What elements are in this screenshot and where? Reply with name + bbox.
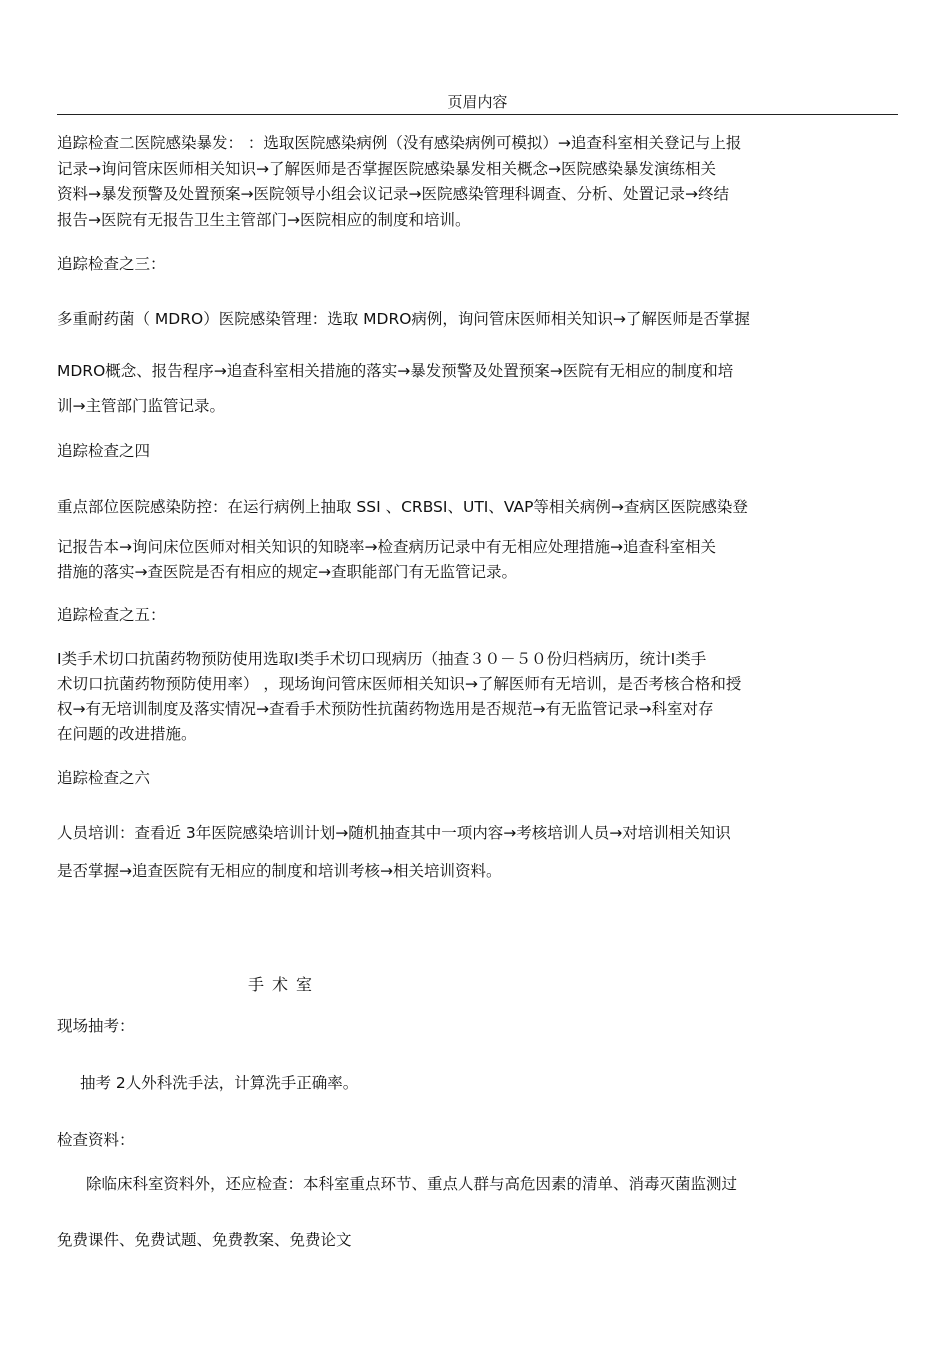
onsite-exam-text: 抽考 2人外科洗手法，计算洗手正确率。 [80, 1074, 359, 1092]
text-line-keysite-2: 记报告本→询问床位医师对相关知识的知晓率→检查病历记录中有无相应处理措施→追查科室相关 [57, 538, 716, 556]
text-line-mdro-3: 训→主管部门监管记录。 [57, 397, 225, 415]
text-line-outbreak-3: 资料→暴发预警及处置预案→医院领导小组会议记录→医院感染管理科调查、分析、处置记录→终结 [57, 185, 729, 203]
text-line-antibiotic-2: 术切口抗菌药物预防使用率） ，现场询问管床医师相关知识→了解医师有无培训，是否考核合格和授 [57, 675, 742, 693]
section-heading-3: 追踪检查之三： [57, 255, 166, 273]
text-line-training-2: 是否掌握→追查医院有无相应的制度和培训考核→相关培训资料。 [57, 862, 502, 880]
text-line-antibiotic-4: 在问题的改进措施。 [57, 725, 197, 743]
check-materials-text: 除临床科室资料外，还应检查：本科室重点环节、重点人群与高危因素的清单、消毒灭菌监测过 [86, 1175, 738, 1193]
text-line-outbreak-1: 追踪检查二医院感染暴发： ：选取医院感染病例（没有感染病例可模拟）→追查科室相关登记与上报 [57, 134, 742, 152]
text-line-antibiotic-3: 权→有无培训制度及落实情况→查看手术预防性抗菌药物选用是否规范→有无监管记录→科室对存 [57, 700, 714, 718]
section-heading-4: 追踪检查之四 [57, 442, 151, 460]
operating-room-title: 手术室 [248, 975, 321, 994]
page-header: 页眉内容 [447, 93, 508, 111]
onsite-exam-label: 现场抽考： [57, 1017, 135, 1035]
header-divider [57, 114, 898, 115]
footer-free-resources: 免费课件、免费试题、免费教案、免费论文 [57, 1231, 352, 1249]
check-materials-label: 检查资料： [57, 1131, 135, 1149]
text-line-keysite-1: 重点部位医院感染防控：在运行病例上抽取 SSI 、CRBSI、UTI、VAP等相关病例→查病区医院感染登 [57, 498, 748, 516]
text-line-antibiotic-1: Ⅰ类手术切口抗菌药物预防使用选取Ⅰ类手术切口现病历（抽查３０－５０份归档病历，统计Ⅰ类手 [57, 650, 707, 668]
text-line-mdro-2: MDRO概念、报告程序→追查科室相关措施的落实→暴发预警及处置预案→医院有无相应的制度和培 [57, 362, 734, 380]
text-line-outbreak-4: 报告→医院有无报告卫生主管部门→医院相应的制度和培训。 [57, 211, 471, 229]
text-line-mdro-1: 多重耐药菌（ MDRO）医院感染管理：选取 MDRO病例，询问管床医师相关知识→了解医师是否掌握 [57, 310, 750, 328]
text-line-outbreak-2: 记录→询问管床医师相关知识→了解医师是否掌握医院感染暴发相关概念→医院感染暴发演练相关 [57, 160, 716, 178]
text-line-training-1: 人员培训：查看近 3年医院感染培训计划→随机抽查其中一项内容→考核培训人员→对培训相关知识 [57, 824, 731, 842]
section-heading-5: 追踪检查之五： [57, 606, 166, 624]
section-heading-6: 追踪检查之六 [57, 769, 151, 787]
text-line-keysite-3: 措施的落实→查医院是否有相应的规定→查职能部门有无监管记录。 [57, 563, 517, 581]
